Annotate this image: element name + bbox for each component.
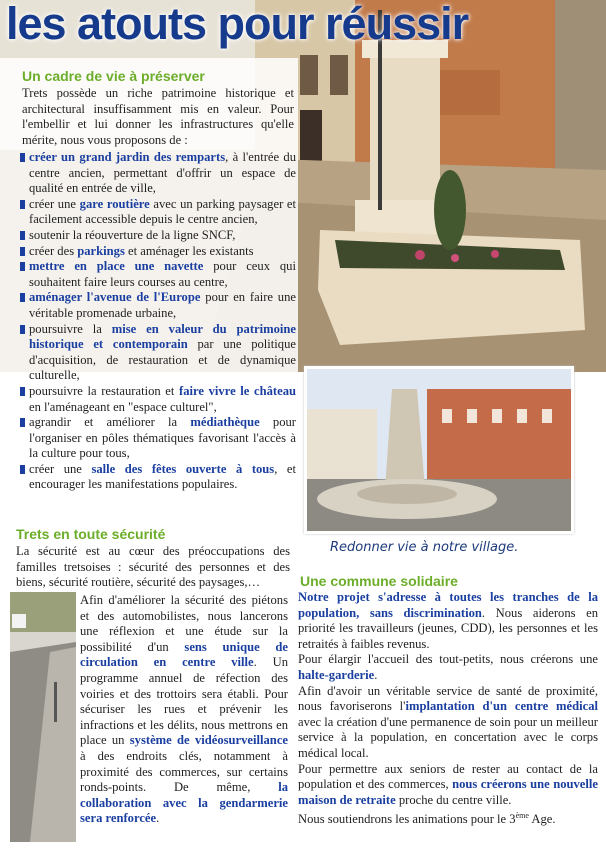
list-item: créer une gare routière avec un parking paysager et facilement accessible depuis le centre ancien, — [20, 197, 296, 228]
bullet-icon — [20, 387, 25, 396]
solidaire-paragraph: Pour élargir l'accueil des tout-petits, nous créerons une halte-garderie. — [298, 652, 598, 682]
bullet-icon — [20, 231, 25, 240]
securite-body: Afin d'améliorer la sécurité des piétons et des automobilistes, nous lancerons une réflexion et une étude sur la possibilité d'un sens unique de circulation en centre ville. Un programme annuel de réfection des voiries et des trottoirs sera établi. Pour sécuriser les rues et prévenir les infractions et les délits, nous mettrons en place un système de vidéosurveillance à des endroits clés, notamment à proximité des commerces, sur certains ronds-points. De même, la collaboration avec la gendarmerie sera renforcée. — [80, 593, 288, 826]
solidaire-paragraph: Notre projet s'adresse à toutes les tranches de la population, sans discrimination. Nous aiderons en priorité les travailleurs (jeunes, CDD), les personnes et les retraités à faibles revenus. — [298, 590, 599, 651]
securite-intro: La sécurité est au cœur des préoccupations des familles tretsoises : sécurité des personnes et des biens, sécurité routière, sécurité des paysages,… — [16, 544, 290, 590]
bullet-icon — [20, 153, 25, 162]
list-item: soutenir la réouverture de la ligne SNCF, — [20, 228, 296, 244]
list-item: créer un grand jardin des remparts, à l'entrée du centre ancien, permettant d'offrir un espace de qualité en entrée de ville, — [20, 150, 296, 197]
cadre-list — [20, 150, 296, 493]
list-item: poursuivre la mise en valeur du patrimoine historique et contemporain par une politique d'acquisition, de restauration et de dynamique culturelle, — [20, 322, 296, 384]
solidaire-paragraph: Afin d'avoir un véritable service de santé de proximité, nous favoriserons l'implantation d'un centre médical avec la création d'une permanence de soin pour un meilleur service à la population, en concertation avec le corps médical local. — [298, 683, 598, 760]
list-item: poursuivre la restauration et faire vivre le château en l'aménageant en "espace culturel", — [20, 384, 296, 415]
list-item: mettre en place une navette pour ceux qui souhaitent faire leurs courses au centre, — [20, 259, 296, 290]
bullet-icon — [20, 465, 25, 474]
section-title-solidaire: Une commune solidaire — [300, 573, 458, 589]
bullet-icon — [20, 262, 25, 271]
solidaire-paragraph: Nous soutiendrons les animations pour le 3ème Age. — [298, 811, 556, 827]
page-headline: les atouts pour réussir — [6, 0, 469, 49]
solidaire-body — [298, 590, 598, 828]
bullet-icon — [20, 247, 25, 256]
street-photo — [10, 592, 76, 842]
section-title-cadre: Un cadre de vie à préserver — [22, 68, 205, 84]
bullet-icon — [20, 325, 25, 334]
bullet-icon — [20, 293, 25, 302]
cadre-intro: Trets possède un riche patrimoine historique et architectural insuffisamment mis en valeur. Pour l'embellir et lui donner les infrastructures qu'elle mérite, nous vous proposons de : — [22, 86, 294, 147]
list-item: créer des parkings et aménager les existants — [20, 244, 296, 260]
photo-caption: Redonner vie à notre village. — [330, 540, 519, 555]
solidaire-paragraph: Pour permettre aux seniors de rester au contact de la population et des commerces, nous créerons une nouvelle maison de retraite proche du centre ville. — [298, 761, 598, 807]
list-item: aménager l'avenue de l'Europe pour en faire une véritable promenade urbaine, — [20, 290, 296, 321]
monument-photo — [304, 366, 574, 534]
bullet-icon — [20, 200, 25, 209]
bullet-icon — [20, 418, 25, 427]
section-title-securite: Trets en toute sécurité — [16, 526, 166, 542]
list-item: agrandir et améliorer la médiathèque pour l'organiser en pôles thématiques favorisant l'accès à la culture pour tous, — [20, 415, 296, 462]
list-item: créer une salle des fêtes ouverte à tous, et encourager les manifestations populaires. — [20, 462, 296, 493]
